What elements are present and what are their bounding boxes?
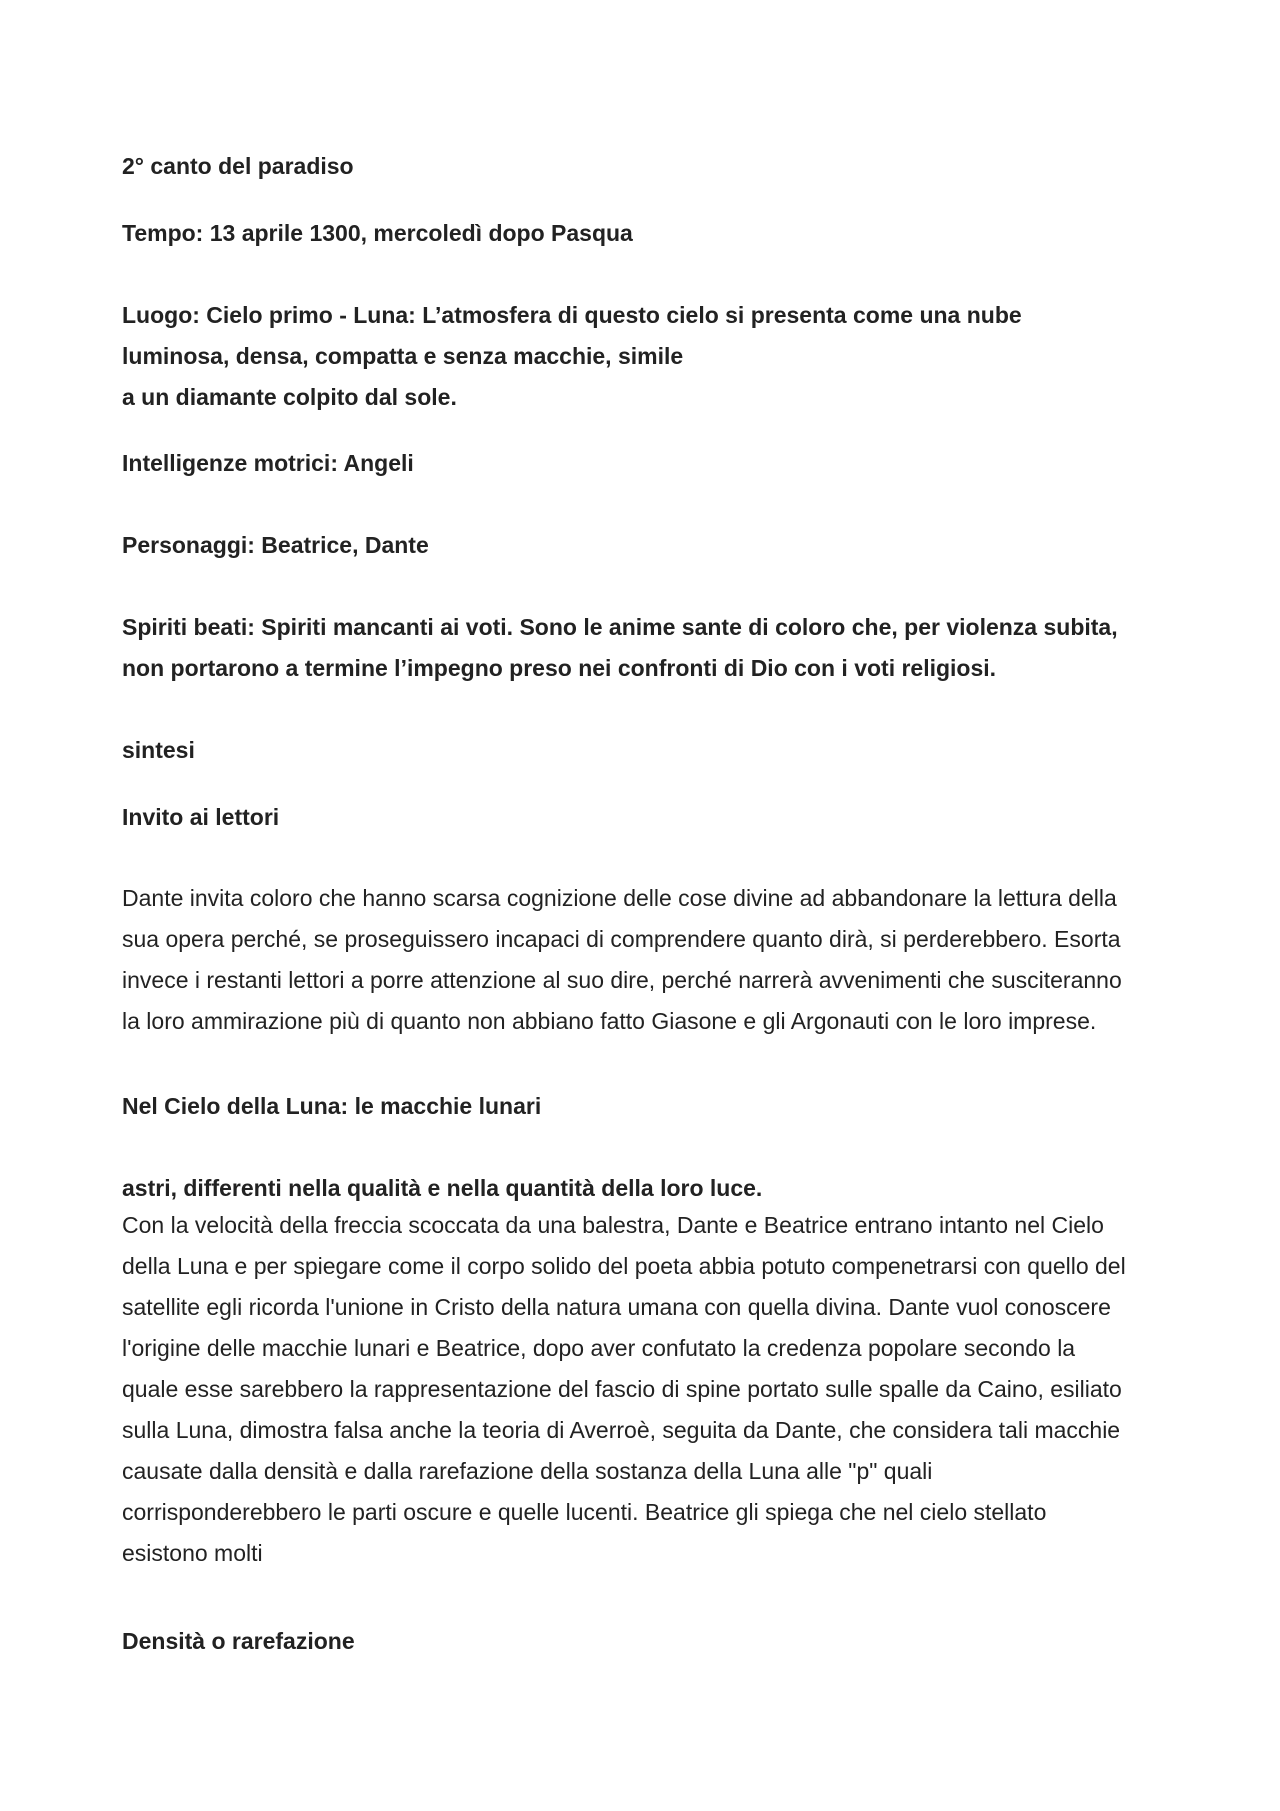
document-title: 2° canto del paradiso <box>122 153 354 179</box>
cielo-line: quale esse sarebbero la rappresentazione del fascio di spine portato sulle spalle da Caino, esiliato <box>122 1376 1122 1402</box>
cielo-line: sulla Luna, dimostra falsa anche la teoria di Averroè, seguita da Dante, che considera tali macchie <box>122 1417 1121 1443</box>
luogo-line: Luogo: Cielo primo - Luna: L’atmosfera di questo cielo si presenta come una nube <box>122 302 1022 328</box>
invito-line: sua opera perché, se proseguissero incapaci di comprendere quanto dirà, si perderebbero. Esorta <box>122 926 1121 952</box>
invito-paragraph <box>122 878 1172 1042</box>
densita-heading: Densità o rarefazione <box>122 1628 355 1654</box>
cielo-line: esistono molti <box>122 1540 263 1566</box>
spiriti-line: non portarono a termine l’impegno preso nei confronti di Dio con i voti religiosi. <box>122 655 997 681</box>
spiriti-paragraph <box>122 607 1172 689</box>
sintesi-heading: sintesi <box>122 737 195 763</box>
cielo-paragraph <box>122 1205 1172 1574</box>
cielo-line: Con la velocità della freccia scoccata da una balestra, Dante e Beatrice entrano intanto nel Cielo <box>122 1212 1104 1238</box>
cielo-line: causate dalla densità e dalla rarefazione della sostanza della Luna alle "p" quali <box>122 1458 933 1484</box>
invito-line: la loro ammirazione più di quanto non abbiano fatto Giasone e gli Argonauti con le loro imprese. <box>122 1008 1097 1034</box>
cielo-line: satellite egli ricorda l'unione in Cristo della natura umana con quella divina. Dante vuol conoscere <box>122 1294 1111 1320</box>
personaggi-line: Personaggi: Beatrice, Dante <box>122 532 429 558</box>
tempo-line: Tempo: 13 aprile 1300, mercoledì dopo Pasqua <box>122 220 633 246</box>
luogo-line: luminosa, densa, compatta e senza macchie, simile <box>122 343 684 369</box>
cielo-heading: Nel Cielo della Luna: le macchie lunari <box>122 1093 542 1119</box>
cielo-line: l'origine delle macchie lunari e Beatrice, dopo aver confutato la credenza popolare secondo la <box>122 1335 1076 1361</box>
luogo-line: a un diamante colpito dal sole. <box>122 384 457 410</box>
intelligenze-line: Intelligenze motrici: Angeli <box>122 450 414 476</box>
spiriti-line: Spiriti beati: Spiriti mancanti ai voti. Sono le anime sante di coloro che, per violenza subita, <box>122 614 1118 640</box>
cielo-line: corrisponderebbero le parti oscure e quelle lucenti. Beatrice gli spiega che nel cielo stellato <box>122 1499 1047 1525</box>
astri-line: astri, differenti nella qualità e nella quantità della loro luce. <box>122 1175 763 1201</box>
invito-line: Dante invita coloro che hanno scarsa cognizione delle cose divine ad abbandonare la lettura della <box>122 885 1117 911</box>
invito-line: invece i restanti lettori a porre attenzione al suo dire, perché narrerà avvenimenti che susciteranno <box>122 967 1122 993</box>
invito-heading: Invito ai lettori <box>122 804 280 830</box>
luogo-paragraph <box>122 295 1172 418</box>
cielo-line: della Luna e per spiegare come il corpo solido del poeta abbia potuto compenetrarsi con quello del <box>122 1253 1126 1279</box>
